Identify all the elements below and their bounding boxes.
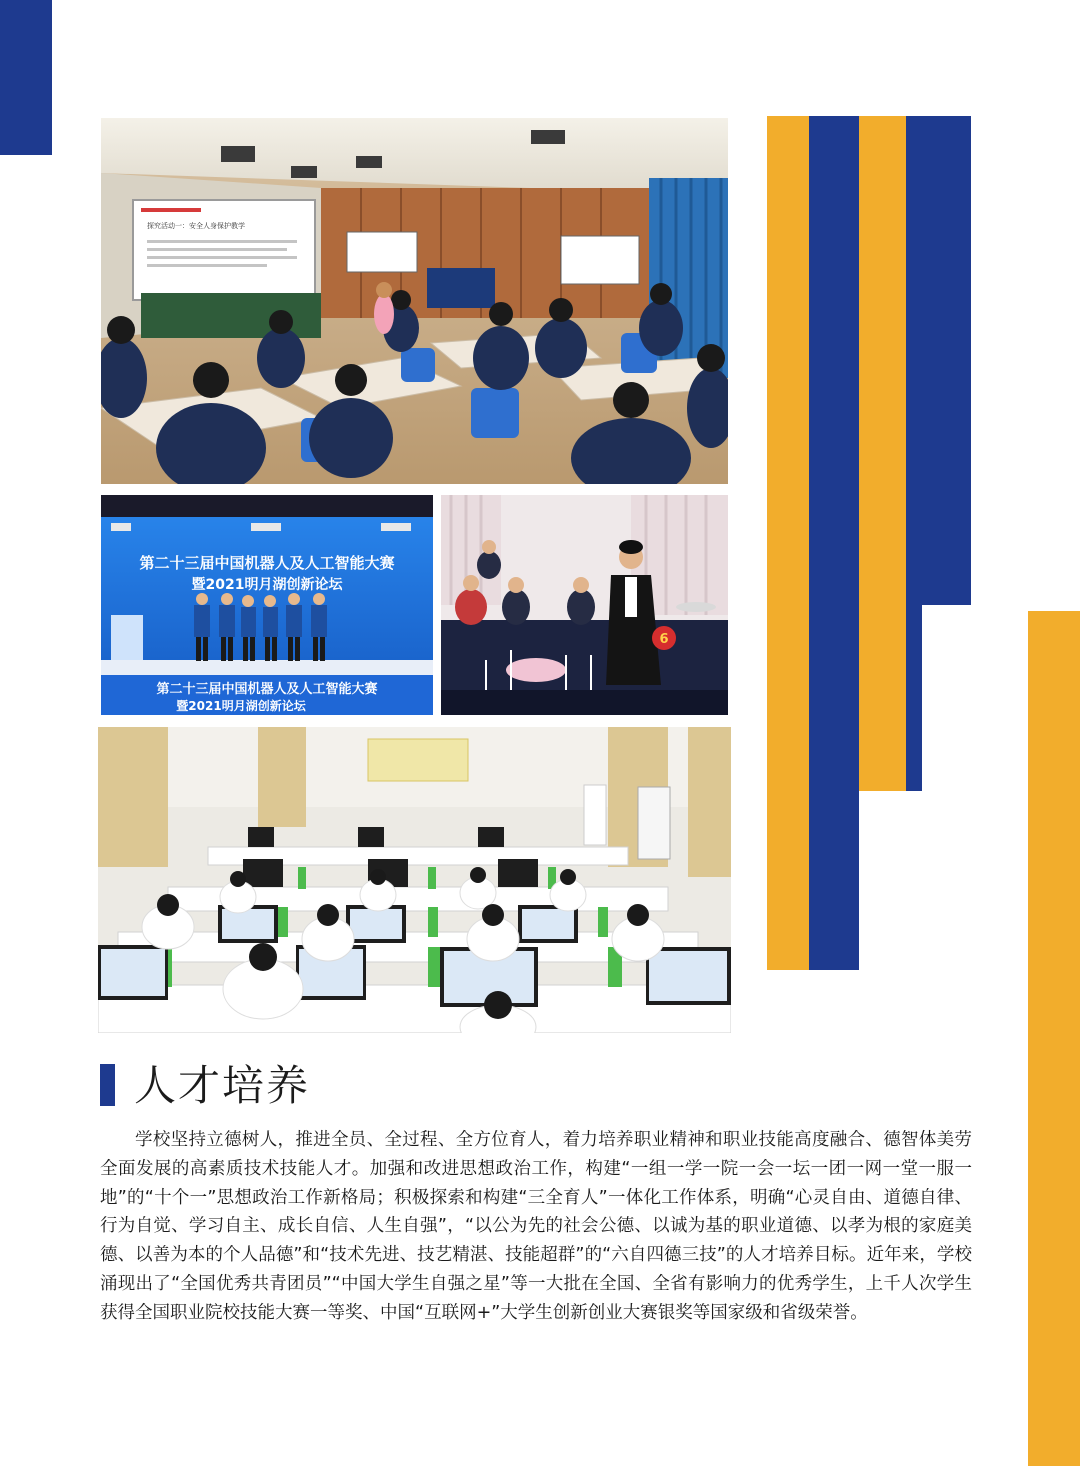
section-heading-marker xyxy=(100,1064,115,1106)
stripe-orange-1 xyxy=(767,116,809,970)
classroom-photo xyxy=(101,118,728,484)
stripe-navy-1 xyxy=(809,116,859,970)
robot-banner-line1: 第二十三届中国机器人及人工智能大赛 xyxy=(139,554,395,572)
corner-bar-bottom-right xyxy=(1028,611,1080,1466)
robot-bottom-line2: 暨2021明月湖创新论坛 xyxy=(176,699,306,713)
computer-lab-photo xyxy=(98,727,731,1033)
classroom-screen-title: 探究活动一：安全人身保护教学 xyxy=(147,222,245,230)
section-paragraph: 学校坚持立德树人，推进全员、全过程、全方位育人，着力培养职业精神和职业技能高度融合、德智体美劳全面发展的高素质技术技能人才。加强和改进思想政治工作，构建“一组一学一院一会一坛一团一网一堂一服一地”的“十个一”思想政治工作新格局；积极探索和构建“三全育人”一体化工作体系，明确“心灵自由、道德自律、行为自觉、学习自主、成长自信、人生自强”，“以公为先的社会公德、以诚为基的职业道德、以孝为根的家庭美德、以善为本的个人品德”和“技术先进、技艺精湛、技能超群”的“六自四德三技”的人才培养目标。近年来，学校涌现出了“全国优秀共青团员”“中国大学生自强之星”等一大批在全国、全省有影响力的优秀学生，上千人次学生获得全国职业院校技能大赛一等奖、中国“互联网+”大学生创新创业大赛银奖等国家级和省级荣誉。 xyxy=(100,1130,972,1323)
stripe-orange-2 xyxy=(859,116,906,791)
stripe-navy-3 xyxy=(922,116,971,605)
stripe-navy-2 xyxy=(906,116,922,791)
robot-banner-line2: 暨2021明月湖创新论坛 xyxy=(191,577,343,593)
service-badge-number: 6 xyxy=(659,632,669,647)
robot-contest-photo xyxy=(101,495,433,715)
section-title: 人才培养 xyxy=(134,1061,311,1110)
service-contest-photo xyxy=(441,495,728,715)
robot-bottom-line1: 第二十三届中国机器人及人工智能大赛 xyxy=(156,682,378,697)
corner-bar-top-left xyxy=(0,0,52,155)
